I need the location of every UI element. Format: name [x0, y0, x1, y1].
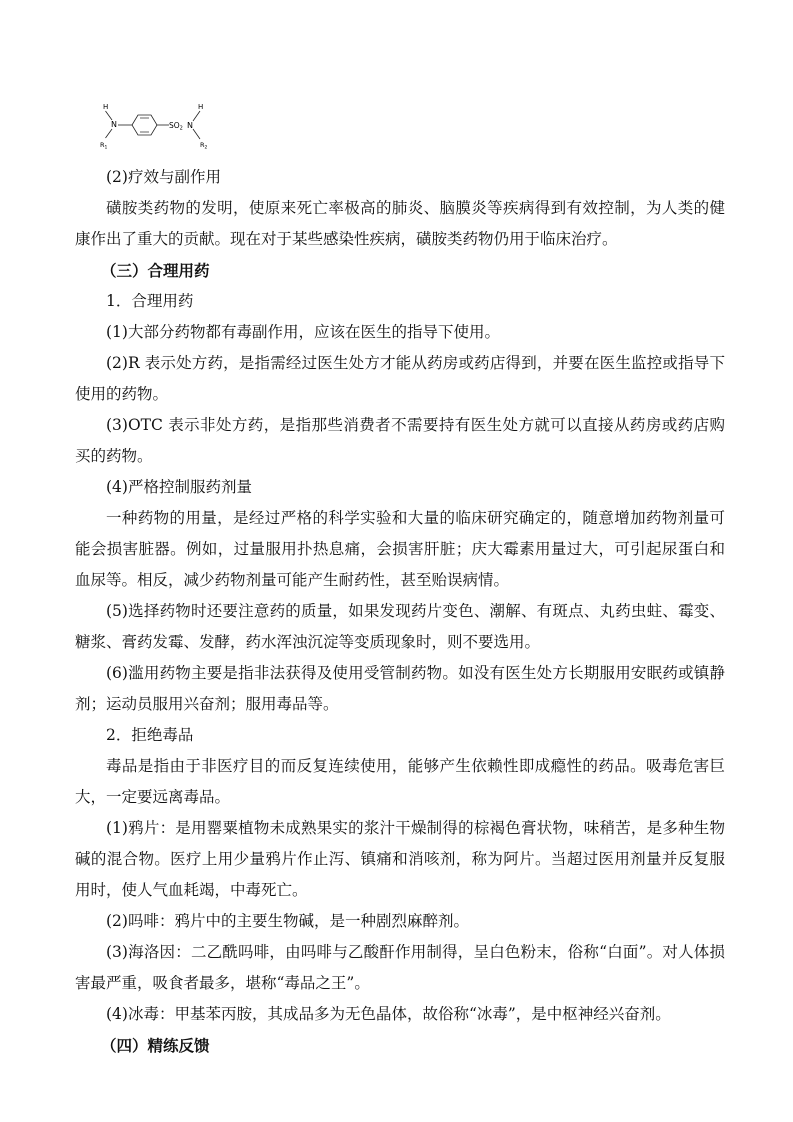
bond-n-r1: [106, 129, 113, 138]
paragraph-sulfonamide-contribution: 磺胺类药物的发明，使原来死亡率极高的肺炎、脑膜炎等疾病得到有效控制，为人类的健康作出了重大的贡献。现在对于某些感染性疾病，磺胺类药物仍用于临床治疗。: [75, 199, 725, 248]
bond-h-n-left: [106, 111, 113, 120]
paragraph-point-6-abuse: (6)滥用药物主要是指非法获得及使用受管制药物。如没有医生处方长期服用安眠药或镇静剂；运动员服用兴奋剂；服用毒品等。: [75, 664, 725, 713]
subheading-refuse-drugs: 2．拒绝毒品: [106, 726, 194, 744]
atom-n-left: N: [111, 120, 117, 129]
paragraph-point-3-otc: (3)OTC 表示非处方药，是指那些消费者不需要持有医生处方就可以直接从药房或药店购买的药物。: [75, 416, 725, 465]
paragraph-opium: (1)鸦片：是用罂粟植物未成熟果实的浆汁干燥制得的棕褐色膏状物，味稍苦，是多种生物碱的混合物。医疗上用少量鸦片作止泻、镇痛和消咳剂，称为阿片。当超过医用剂量并反复服用时，使人气血耗竭，中毒死亡。: [75, 819, 725, 899]
paragraph-morphine: (2)吗啡：鸦片中的主要生物碱，是一种剧烈麻醉剂。: [106, 912, 469, 930]
bond-n-h-right: [193, 111, 200, 121]
subheading-rational-drug-use: 1．合理用药: [106, 292, 194, 310]
atom-n-right: N: [187, 121, 193, 130]
subheading-dosage-control: (4)严格控制服药剂量: [106, 478, 252, 496]
sulfonamide-structure-figure: [96, 100, 226, 150]
section-heading-practice-feedback: （四）精练反馈: [101, 1036, 210, 1055]
section-heading-rational-drug-use: （三）合理用药: [101, 261, 210, 280]
document-body: [75, 162, 725, 1061]
paragraph-dosage-explanation: 一种药物的用量，是经过严格的科学实验和大量的临床研究确定的，随意增加药物剂量可能会损害脏器。例如，过量服用扑热息痛，会损害肝脏；庆大霉素用量过大，可引起尿蛋白和血尿等。相反，减少药物剂量可能产生耐药性，甚至贻误病情。: [75, 509, 725, 589]
paragraph-point-2-prescription: (2)R 表示处方药，是指需经过医生处方才能从药房或药店得到，并要在医生监控或指导下使用的药物。: [75, 354, 725, 403]
paragraph-point-1: (1)大部分药物都有毒副作用，应该在医生的指导下使用。: [106, 323, 500, 341]
bond-n-r2: [193, 129, 200, 139]
atom-r2: $R_2$: [200, 141, 208, 150]
atom-h-left: H: [103, 103, 109, 111]
paragraph-heroin: (3)海洛因：二乙酰吗啡，由吗啡与乙酸酐作用制得，呈白色粉末，俗称“白面”。对人体损害最严重，吸食者最多，堪称“毒品之王”。: [75, 943, 725, 992]
subheading-efficacy: (2)疗效与副作用: [106, 168, 221, 186]
paragraph-ice: (4)冰毒：甲基苯丙胺，其成品多为无色晶体，故俗称“冰毒”，是中枢神经兴奋剂。: [106, 1005, 671, 1023]
group-so2: $SO_2$: [169, 121, 183, 132]
atom-h-right: H: [198, 103, 204, 111]
paragraph-point-5-quality: (5)选择药物时还要注意药的质量，如果发现药片变色、潮解、有斑点、丸药虫蛀、霉变、糖浆、膏药发霉、发酵，药水浑浊沉淀等变质现象时，则不要选用。: [75, 602, 725, 651]
structure-diagram: [96, 100, 226, 150]
atom-r1: $R_1$: [100, 141, 108, 150]
paragraph-drug-definition: 毒品是指由于非医疗目的而反复连续使用，能够产生依赖性即成瘾性的药品。吸毒危害巨大，一定要远离毒品。: [75, 757, 725, 806]
